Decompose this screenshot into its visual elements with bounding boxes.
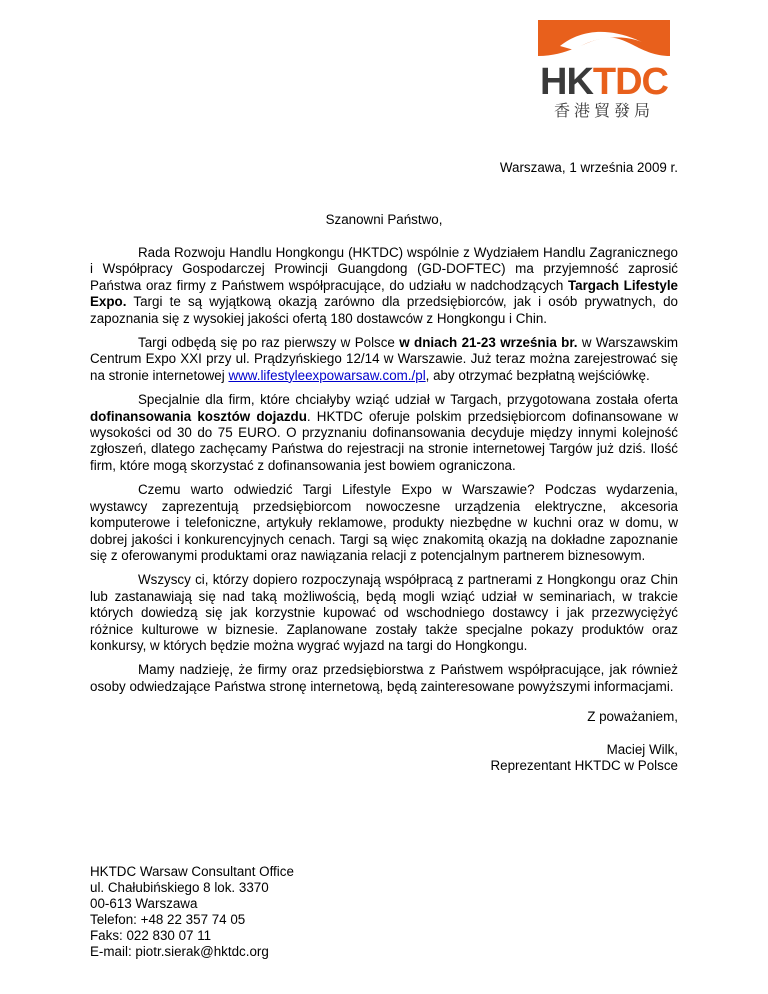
footer-street: ul. Chałubińskiego 8 lok. 3370 [90,880,269,895]
footer-office: HKTDC Warsaw Consultant Office [90,864,294,879]
logo-text-accent: TDC [592,61,668,103]
p2-bold: w dniach 21-23 września br. [399,335,578,351]
letter-body [90,245,678,703]
closing-regards: Z poważaniem, [587,709,678,724]
footer-city: 00-613 Warszawa [90,896,198,911]
footer-contact [90,864,294,960]
footer-fax: Faks: 022 830 07 11 [90,928,212,943]
paragraph-2 [90,335,678,384]
sail-icon [530,12,678,62]
footer-email: E-mail: piotr.sierak@hktdc.org [90,944,269,959]
p2-text-mid: w Warszawskim Centrum Expo XXI przy ul. Prądzyńskiego 12/14 w Warszawie. Już teraz można zarejestrować się na stronie internetowej [90,335,679,383]
p1-bold: Targach Lifestyle Expo. [90,277,678,310]
letter-date: Warszawa, 1 września 2009 r. [499,160,678,175]
logo-wordmark [530,62,678,102]
signer-name: Maciej Wilk, [606,742,678,757]
p3-bold: dofinansowania kosztów dojazdu [90,408,307,424]
paragraph-6: Mamy nadzieję, że firmy oraz przedsiębiorstwa z Państwem współpracujące, jak również osoby odwiedzające Państwa stronę internetową, będą zainteresowane powyższymi informacjami. [90,662,678,694]
expo-website-link[interactable]: www.lifestyleexpowarsaw.com./pl [228,367,426,383]
paragraph-5: Wszyscy ci, którzy dopiero rozpoczynają współpracą z partnerami z Hongkongu oraz Chin lub zastanawiają się nad taką możliwością, będą mogli wziąć udział w seminariach, w trakcie których dowiedzą się jak korzystnie kupować od wschodniego dostawcy i jak przezwyciężyć różnice kulturowe w biznesie. Zaplanowane zostały także specjalne pokazy produktów oraz konkursy, w których będzie można wygrać wyjazd na targi do Hongkongu. [90,572,678,653]
hktdc-logo [530,12,678,122]
paragraph-3 [90,392,678,474]
logo-text-main: HK [540,61,593,103]
paragraph-4: Czemu warto odwiedzić Targi Lifestyle Expo w Warszawie? Podczas wydarzenia, wystawcy zaprezentują przedsiębiorcom nowoczesne urządzenia elektryczne, akcesoria komputerowe i telefoniczne, artykuły reklamowe, produkty niezbędne w kuchni oraz w domu, w dobrej jakości i konkurencyjnych cenach. Targi są więc znakomitą okazją na dokładne zapoznanie się z oferowanymi produktami oraz nawiązania relacji z potencjalnym partnerem biznesowym. [90,482,678,563]
greeting: Szanowni Państwo, [325,212,443,227]
logo-chinese-name: 香港貿發局 [553,101,654,120]
p1-text: Rada Rozwoju Handlu Hongkongu (HKTDC) wspólnie z Wydziałem Handlu Zagranicznego i Współpracy Gospodarczej Prowincji Guangdong (GD-DOFTEC) ma przyjemność zaprosić Państwa oraz firmy z Państwem współpracujące, do udziału w nadchodzących [90,245,678,293]
paragraph-1 [90,245,678,327]
footer-phone: Telefon: +48 22 357 74 05 [90,912,246,927]
signer-title: Reprezentant HKTDC w Polsce [490,758,678,773]
p2-text: Targi odbędą się po raz pierwszy w Polsce [138,335,400,351]
p2-text-end: , aby otrzymać bezpłatną wejściówkę. [425,367,650,383]
p1-text-end: Targi te są wyjątkową okazją zarówno dla przedsiębiorców, jak i osób prywatnych, do zapoznania się z wysokiej jakości ofertą 180 dostawców z Hongkongu i Chin. [90,294,678,326]
p3-text-end: . HKTDC oferuje polskim przedsiębiorcom dofinansowane w wysokości od 30 do 75 EURO. O przyznaniu dofinansowania decyduje między innymi kolejność zgłoszeń, dlatego zachęcamy Państwa do rejestracji na stronie internetowej Targów już dziś. Ilość firm, które mogą skorzystać z dofinansowania jest bowiem ograniczona. [90,408,679,473]
p3-text: Specjalnie dla firm, które chciałyby wziąć udział w Targach, przygotowana została oferta [138,392,678,408]
